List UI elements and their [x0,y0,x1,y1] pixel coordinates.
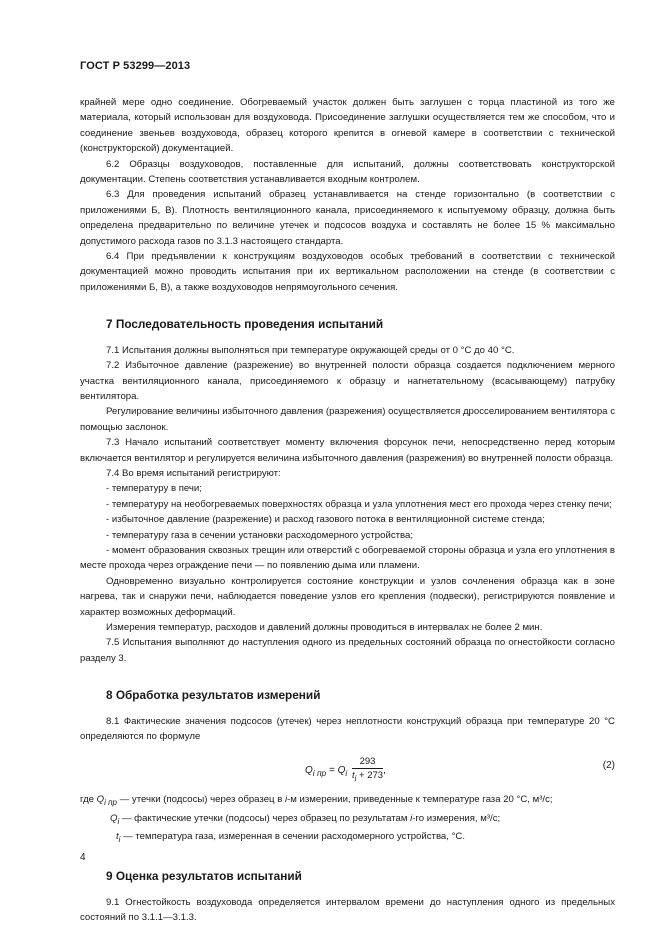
section-9-title: 9 Оценка результатов испытаний [106,869,302,884]
list-item: - избыточное давление (разрежение) и расход газового потока в вентиляционной системе стенда; [106,514,545,526]
paragraph-6-3: 6.3 Для проведения испытаний образец устанавливается на стенде горизонтально (в соответствии с приложениями Б, В). Плотность вентиляционного канала, присоединяемого к испытуемому образцу, должна быть определена предварительно по величине утечек и подсосов воздуха и составлять не более 15 % максимально допустимого расхода газов по 3.1.3 настоящего стандарта. [80,189,615,247]
paragraph-9-1: 9.1 Огнестойкость воздуховода определяется интервалом времени до наступления одного из предельных состояний по 3.1.1—3.1.3. [80,896,615,924]
paragraph-7-3: 7.3 Начало испытаний соответствует моменту включения форсунок печи, непосредственно перед которым включается вентилятор и регулируется величина избыточного давления (разрежения) во внутренней полости образца. [80,437,615,464]
paragraph-8-1: 8.1 Фактические значения подсосов (утечек) через неплотности конструкций образца при температуре 20 °С определяются по формуле [80,715,615,743]
paragraph-6-4: 6.4 При предъявлении к конструкциям воздуховодов особых требований в соответствии с технической документацией можно проводить испытания при их вертикальном расположении на стенде (в соответствии с приложениями Б, В), а также воздуховодов непрямоугольного сечения. [80,251,615,293]
paragraph-7-1: 7.1 Испытания должны выполняться при температуре окружающей среды от 0 °С до 40 °С. [106,344,515,356]
formula-legend-3: $t_i$ — температура газа, измеренная в сечении расходомерного устройства, °С. [116,831,466,844]
formula-2 [80,750,615,784]
paragraph-7-5: 7.5 Испытания выполняют до наступления одного из предельных состояний образца по огнестойкости согласно разделу 3. [80,637,615,664]
formula-fraction [352,756,383,785]
section-7-title: 7 Последовательность проведения испытаний [106,317,384,332]
formula-expression: $Q_{i пр} = Q_i$ $\frac{293}{t_i + 273}$ , [305,756,386,784]
formula-legend-2: $Q_i$ — фактические утечки (подсосы) через образец по результатам i-го измерения, м³/с; [110,812,501,826]
document-header: ГОСТ Р 53299—2013 [80,60,191,72]
list-item: - температуру на необогреваемых поверхностях образца и узла уплотнения мест его прохода через стенку печи; [106,498,612,510]
formula-number: (2) [602,760,615,772]
list-item: - момент образования сквозных трещин или отверстий с обогреваемой стороны образца и узла его уплотнения в месте прохода через ограждение печи — по появлению дыма или пламени. [80,544,615,572]
page-number: 4 [80,852,86,863]
formula-legend-1: где $Q_{i пр}$ — утечки (подсосы) через образец в i-м измерении, приведенные к температуре газа 20 °С, м³/с; [80,794,553,808]
paragraph-6-2: 6.2 Образцы воздуховодов, поставленные для испытаний, должны соответствовать конструкторской документации. Степень соответствия устанавливается входным контролем. [80,158,615,186]
list-item: - температуру в печи; [106,483,202,495]
section-8-title: 8 Обработка результатов измерений [106,688,321,703]
paragraph-7-2: 7.2 Избыточное давление (разрежение) во внутренней полости образца создается подключением мерного участка вентиляционного канала, присоединяемого к образцу и нагнетательному (всасывающему) патрубку вентилятора. [80,360,615,402]
fraction-numerator: 293 [352,756,383,769]
paragraph-7-4-c: Измерения температур, расходов и давлений должны проводиться в интервалах не более 2 мин. [106,622,543,633]
paragraph-7-4-b: Одновременно визуально контролируется состояние конструкции и узлов сочленения образца как в зоне нагрева, так и снаружи печи, наблюдается поведение узлов его крепления (подвески), регистрируются появление и характер возможных деформаций. [80,575,615,618]
paragraph-7-4: 7.4 Во время испытаний регистрируют: [106,467,281,479]
paragraph-7-2-b: Регулирование величины избыточного давления (разрежения) осуществляется дросселированием вентилятора с помощью заслонок. [80,406,615,433]
list-item: - температуру газа в сечении установки расходомерного устройства; [106,529,414,541]
paragraph-continuation: крайней мере одно соединение. Обогреваемый участок должен быть заглушен с торца пластиной из того же материала, который использован для воздуховода. Присоединение заглушки осуществляется тем же способом, что и соединение звеньев воздуховода, образец которого крепится в огневой камере в соответствии с технической (конструкторской) документацией. [80,97,615,155]
page-content [80,95,615,926]
fraction-denominator: $t_i + 273$ [352,770,384,784]
